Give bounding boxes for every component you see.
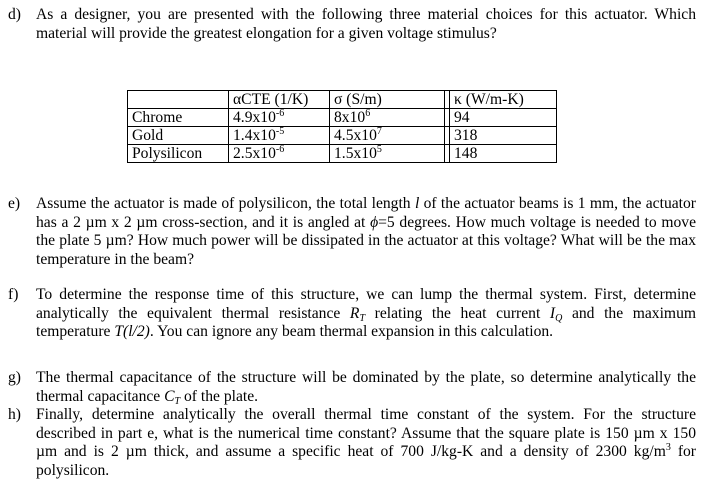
material-name: Polysilicon xyxy=(128,145,229,163)
cte-value: $4.9x10^{-6}$ xyxy=(229,109,330,127)
kappa-value: 94 xyxy=(450,109,557,127)
sigma-value: $1.5x10^5$ xyxy=(330,145,445,163)
table-header-row xyxy=(128,91,557,109)
table-row xyxy=(128,109,557,127)
table-header-cte: αCTE (1/K) xyxy=(229,91,330,109)
material-name: Chrome xyxy=(128,109,229,127)
question-text: Assume the actuator is made of polysilicon, the total length l of the actuator beams is 1 mm, the actuator has a 2 µm x 2 µm cross-section, and it is angled at ϕ=5 degrees. How much voltage is needed to move the plate 5 µm? How much power will be dissipated in the actuator at this voltage? What will be the max temperature in the beam? xyxy=(36,195,696,268)
table-row xyxy=(128,127,557,145)
kappa-value: 318 xyxy=(450,127,557,145)
question-label: e) xyxy=(8,195,21,212)
question-f xyxy=(8,286,696,342)
cte-value: $2.5x10^{-6}$ xyxy=(229,145,330,163)
question-d xyxy=(8,6,696,43)
kappa-value: 148 xyxy=(450,145,557,163)
table-row xyxy=(128,145,557,163)
question-label: g) xyxy=(8,369,21,386)
material-table xyxy=(127,90,557,163)
question-h xyxy=(8,406,696,480)
question-text: As a designer, you are presented with the following three material choices for this actuator. Which material will provide the greatest elongation for a given voltage stimulus? xyxy=(36,6,696,42)
question-g xyxy=(8,369,696,406)
question-e xyxy=(8,195,696,269)
question-text: Finally, determine analytically the overall thermal time constant of the system. For the structure described in part e, what is the numerical time constant? Assume that the square plate is 150 µm x 150 µm and is 2 µm thick, and assume a specific heat of 700 J/kg-K and a density of 2300 $kg/m^3$ for polysilicon. xyxy=(36,406,696,479)
table-corner-cell xyxy=(128,91,229,109)
question-label: d) xyxy=(8,6,21,23)
question-label: h) xyxy=(8,406,21,423)
question-text: To determine the response time of this structure, we can lump the thermal system. First, determine analytically the equivalent thermal resistance $R_T$ relating the heat current $I_Q$ and the maximum temperature T(l/2). You can ignore any beam thermal expansion in this calculation. xyxy=(36,286,696,340)
cte-value: $1.4x10^{-5}$ xyxy=(229,127,330,145)
question-label: f) xyxy=(8,286,19,303)
sigma-value: $8x10^6$ xyxy=(330,109,445,127)
sigma-value: $4.5x10^7$ xyxy=(330,127,445,145)
question-text: The thermal capacitance of the structure will be dominated by the plate, so determine analytically the thermal capacitance $C_T$ of the plate. xyxy=(36,369,696,407)
table-header-kappa: κ (W/m-K) xyxy=(450,91,557,109)
material-name: Gold xyxy=(128,127,229,145)
table-header-sigma: σ (S/m) xyxy=(330,91,445,109)
